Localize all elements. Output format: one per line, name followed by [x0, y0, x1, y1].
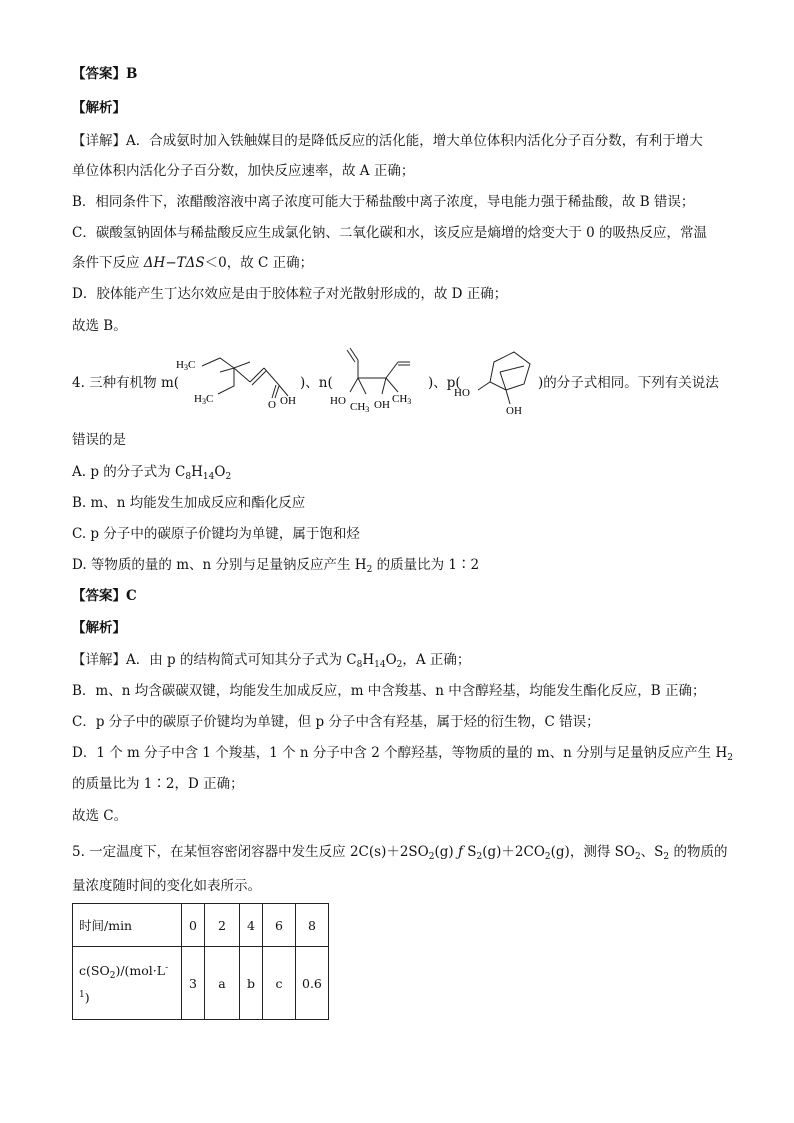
- detail-line-d: D．胶体能产生丁达尔效应是由于胶体粒子对光散射形成的，故 D 正确；: [72, 286, 508, 302]
- table-value-cell: 3: [182, 947, 205, 1020]
- q4-sep1: )、n(: [300, 375, 333, 391]
- analysis-label: 【解析】: [72, 100, 126, 116]
- m-ch3-bottom: H3C: [194, 393, 214, 406]
- m-oh: OH: [280, 395, 296, 407]
- answer-label-4: 【答案】C: [72, 588, 137, 604]
- table-time-cell: 0: [182, 904, 205, 947]
- detail-c2-pre: 条件下反应: [72, 255, 144, 271]
- detail-line-c2: [72, 253, 313, 273]
- detail-c2-post: ＜0，故 C 正确；: [204, 255, 314, 271]
- table-time-cell: 6: [263, 904, 296, 947]
- ans4-detail-d2: 的质量比为 1∶2，D 正确；: [72, 776, 244, 792]
- table-row-concentration: [73, 947, 329, 1020]
- m-carbonyl-o: O: [268, 399, 276, 410]
- table-time-cell: 2: [205, 904, 240, 947]
- analysis-label-4: 【解析】: [72, 620, 126, 636]
- ans4-detail-b: B．m、n 均含碳碳双键，均能发生加成反应，m 中含羧基、n 中含醇羟基，均能发生酯化反应，B 正确；: [72, 683, 706, 699]
- detail-line-a2: 单位体积内活化分子百分数，加快反应速率，故 A 正确；: [72, 163, 415, 179]
- detail-line-b: B．相同条件下，浓醋酸溶液中离子浓度可能大于稀盐酸中离子浓度，导电能力强于稀盐酸，故 B 错误；: [72, 194, 695, 210]
- ans4-detail-a: 【详解】A．由 p 的结构简式可知其分子式为 $C_8H_{14}O_2$，A 正确；: [72, 652, 471, 670]
- detail-line-c1: C．碳酸氢钠固体与稀盐酸反应生成氯化钠、二氧化碳和水，该反应是熵增的焓变大于 0 的吸热反应，常温: [72, 225, 707, 241]
- q4-option-c: C. p 分子中的碳原子价键均为单键，属于饱和烃: [72, 526, 360, 542]
- table-time-cell: 8: [296, 904, 329, 947]
- p-oh: OH: [506, 405, 522, 417]
- ans4-detail-d1: D．1 个 m 分子中含 1 个羧基，1 个 n 分子中含 2 个醇羟基，等物质的量的 m、n 分别与足量钠反应产生 $H_2$: [72, 745, 733, 763]
- q4-line2: 错误的是: [72, 432, 126, 448]
- molecule-p-structure: [454, 344, 538, 418]
- table-header-concentration: $c(SO_2)/(mol\cdot L^-$ $^1$): [73, 947, 182, 1020]
- table-value-cell: c: [263, 947, 296, 1020]
- q4-option-d: D. 等物质的量的 m、n 分别与足量钠反应产生 $H_2$ 的质量比为 1∶2: [72, 557, 480, 575]
- table-row-time: [73, 904, 329, 947]
- q4-end: )的分子式相同。下列有关说法: [538, 375, 719, 391]
- table-time-cell: 4: [240, 904, 263, 947]
- equilibrium-arrow-glyph: ƒ: [457, 844, 463, 860]
- n-ch3: CH3: [350, 401, 370, 414]
- ans4-conclusion: 故选 C。: [72, 808, 128, 824]
- delta-g-expression: ΔH−TΔS: [143, 255, 205, 271]
- q4-sep2: )、p(: [428, 375, 461, 391]
- detail-line-a1: 【详解】A．合成氨时加入铁触媒目的是降低反应的活化能，增大单位体积内活化分子百分数，有利于增大: [72, 133, 703, 149]
- p-ho: HO: [454, 387, 470, 399]
- table-value-cell: b: [240, 947, 263, 1020]
- q4-start: 4. 三种有机物 m(: [72, 375, 180, 391]
- molecule-n-structure: [328, 342, 428, 414]
- q5-line1: 5. 一定温度下，在某恒容密闭容器中发生反应 $2C(s)+2SO_2(g)$ ƒ $S_2(g)+2CO_2(g)$，测得 $SO_2$、$S_2$ 的物质的: [72, 844, 728, 862]
- q4-option-a: A. p 的分子式为 $C_8H_{14}O_2$: [72, 464, 232, 482]
- answer-label: 【答案】B: [72, 66, 138, 82]
- table-value-cell: 0.6: [296, 947, 329, 1020]
- n-oh: OH: [374, 399, 390, 411]
- q4-option-b: B. m、n 均能发生加成反应和酯化反应: [72, 495, 306, 511]
- m-ch3-top: H3C: [176, 359, 196, 372]
- conclusion-line: 故选 B。: [72, 318, 127, 334]
- n-ch3-right: CH3: [392, 393, 412, 406]
- ans4-detail-c: C．p 分子中的碳原子价键均为单键，但 p 分子中含有羟基，属于烃的衍生物，C 错误；: [72, 714, 600, 730]
- molecule-m-structure: [172, 348, 300, 410]
- concentration-table: [72, 903, 329, 1020]
- table-value-cell: a: [205, 947, 240, 1020]
- table-header-time: 时间/min: [73, 904, 182, 947]
- q5-line2: 量浓度随时间的变化如表所示。: [72, 878, 261, 894]
- n-ho: HO: [330, 395, 346, 407]
